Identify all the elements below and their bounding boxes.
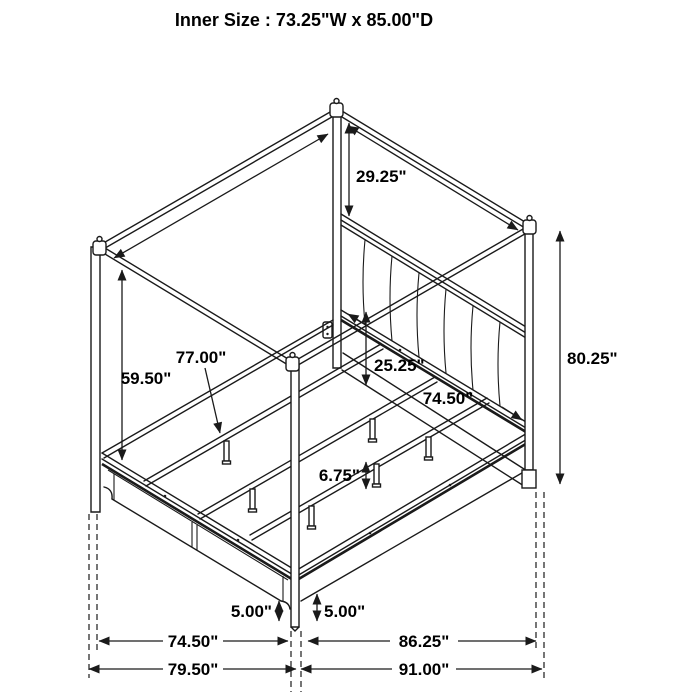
dim-canopy-clearance-label: 59.50" <box>120 369 172 388</box>
footboard-with-drawers <box>102 453 295 609</box>
dim-width-overall-label: 79.50" <box>167 660 219 679</box>
back-post <box>333 110 341 368</box>
front-post <box>291 364 299 631</box>
dim-left-foot-label: 5.00" <box>230 602 272 621</box>
dim-side-rail-label: 74.50" <box>422 389 474 408</box>
dim-overall-height-label: 80.25" <box>567 349 618 368</box>
dim-depth-overall-label: 91.00" <box>398 660 450 679</box>
dim-depth-inner-label: 86.25" <box>398 632 450 651</box>
dim-leg-height-label: 6.75" <box>318 466 360 485</box>
dim-post-top-label: 29.25" <box>356 167 407 186</box>
canopy-corner-cap <box>93 241 106 255</box>
diagram-title: Inner Size : 73.25"W x 85.00"D <box>174 10 434 30</box>
dim-platform-height-label: 25.25" <box>374 356 425 375</box>
dim-support-rail-leader <box>205 368 220 433</box>
canopy-corner-cap <box>330 103 343 117</box>
dim-support-rail-label: 77.00" <box>175 348 227 367</box>
left-post <box>91 247 100 512</box>
side-rail <box>297 432 529 601</box>
support-rail-center <box>198 377 435 514</box>
right-post <box>522 227 536 488</box>
right-post-foot <box>522 470 536 488</box>
bed-platform <box>102 320 529 609</box>
inner-width-tick-arrow <box>114 134 328 258</box>
canopy-corner-cap <box>286 357 299 371</box>
canopy-corner-cap <box>523 220 536 234</box>
dim-width-inner-label: 74.50" <box>167 632 219 651</box>
dim-right-foot-label: 5.00" <box>324 602 366 621</box>
